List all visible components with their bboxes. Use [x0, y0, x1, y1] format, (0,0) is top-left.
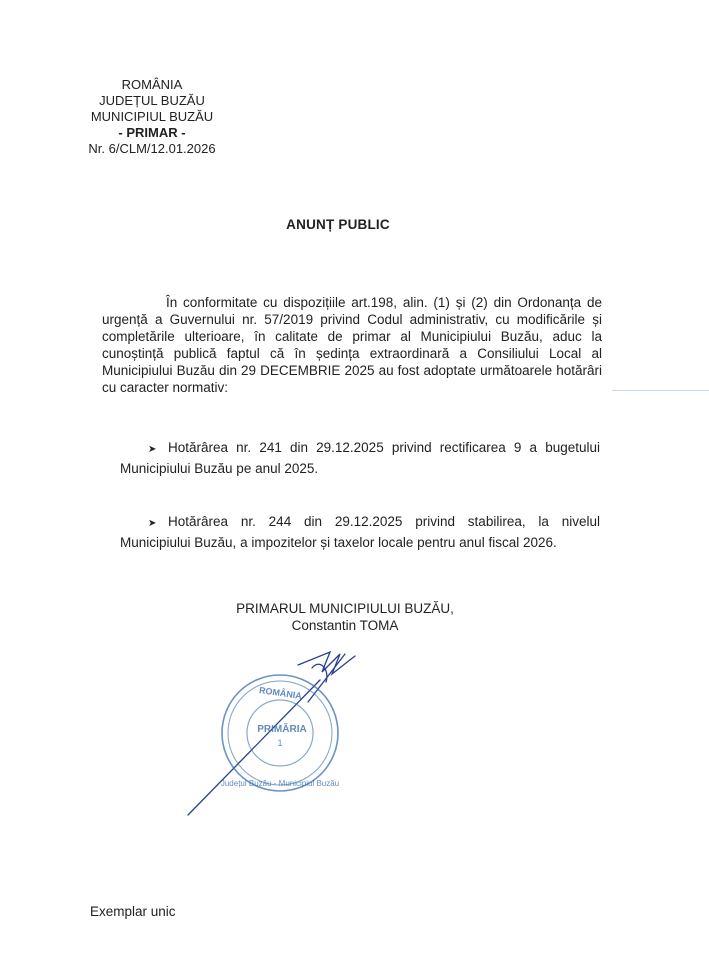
signature-block — [195, 600, 495, 634]
header-county: JUDEȚUL BUZĂU — [99, 93, 205, 108]
header-country: ROMÂNIA — [121, 77, 183, 92]
issuer-header — [72, 77, 232, 157]
scan-line-artifact — [612, 390, 709, 391]
arrow-bullet-icon: ➤ — [148, 518, 157, 529]
footer-note: Exemplar unic — [90, 904, 176, 919]
stamp-and-signature — [180, 640, 380, 825]
header-municipality: MUNICIPIUL BUZĂU — [90, 109, 214, 124]
announcement-paragraph — [102, 294, 602, 396]
stamp-top-text: ROMÂNIA — [258, 685, 303, 701]
stamp-ring-text: Județul Buzău - Municipiul Buzău — [220, 779, 340, 788]
list-item-text: Hotărârea nr. 241 din 29.12.2025 privind rectificarea 9 a bugetului Municipiului Buzău pe anul 2025. — [120, 440, 600, 476]
paragraph-text: În conformitate cu dispozițiile art.198, alin. (1) și (2) din Ordonanța de urgență a Guvernului nr. 57/2019 privind Codul administrativ, cu modificările și completările ulterioare, în calitate de primar al Municipiului Buzău, aduc la cunoștință publică faptul că în ședința extraordinară a Consiliului Local al Municipiului Buzău din 29 DECEMBRIE 2025 au fost adoptate următoarele hotărâri cu caracter normativ: — [102, 295, 602, 395]
stamp-number: 1 — [277, 738, 283, 748]
header-office: - PRIMAR - — [118, 125, 186, 140]
list-item — [120, 512, 600, 552]
stamp-center-text: PRIMĂRIA — [257, 724, 307, 735]
list-item-text: Hotărârea nr. 244 din 29.12.2025 privind stabilirea, la nivelul Municipiului Buzău, a impozitelor și taxelor locale pentru anul fiscal 2026. — [120, 514, 600, 550]
signatory-name: Constantin TOMA — [291, 618, 399, 633]
arrow-bullet-icon: ➤ — [148, 444, 157, 455]
document-title: ANUNȚ PUBLIC — [286, 217, 390, 232]
list-item — [120, 438, 600, 478]
header-reference: Nr. 6/CLM/12.01.2026 — [88, 141, 216, 156]
signatory-role: PRIMARUL MUNICIPIULUI BUZĂU, — [236, 601, 454, 616]
